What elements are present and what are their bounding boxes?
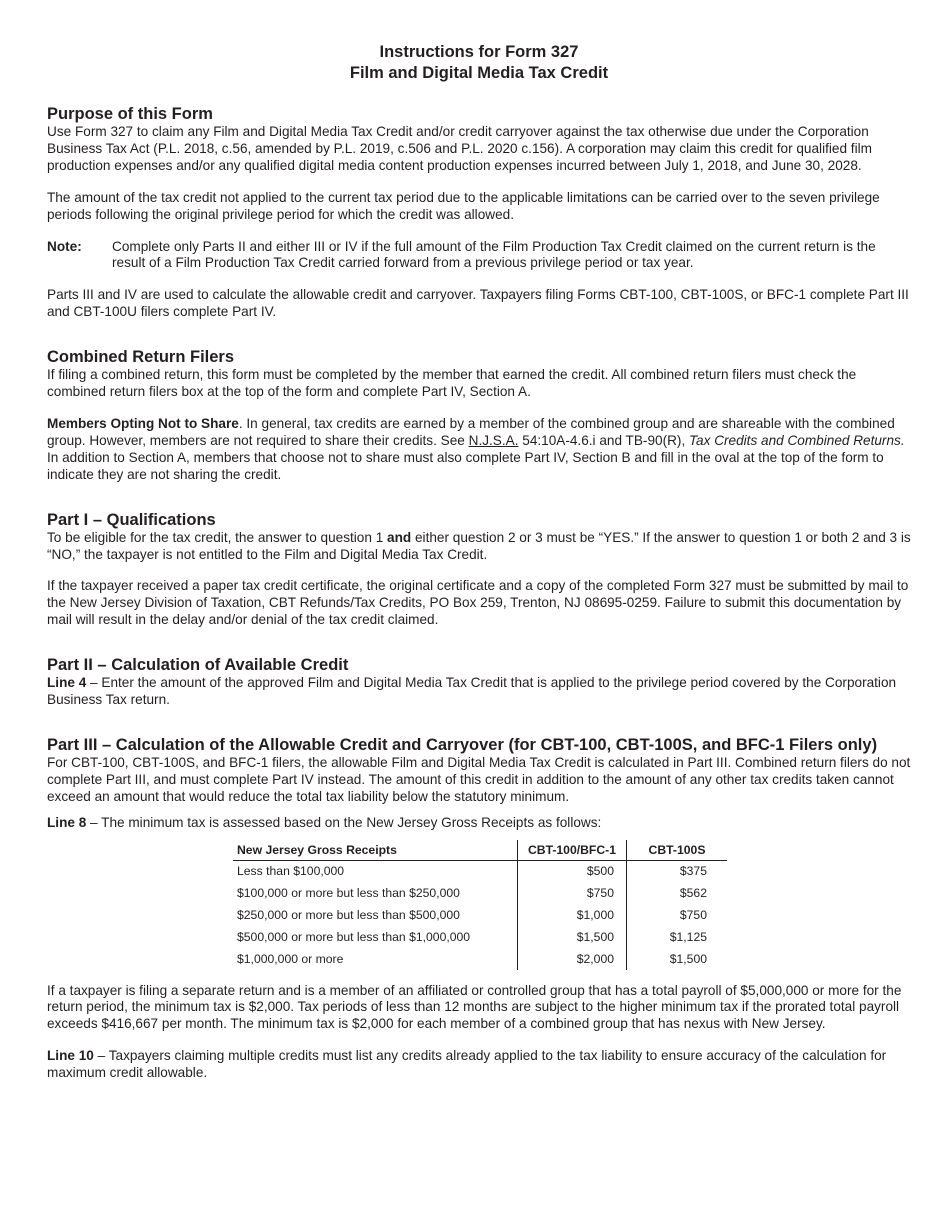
part1-paragraph-1: To be eligible for the tax credit, the answer to question 1 and either question 2 or 3 must be “YES.” If the answer to question 1 or both 2 and 3 is “NO,” the taxpayer is not entitled to the Film and Digital Media Tax Credit. [47,529,911,562]
table-cell: $750 [518,882,627,904]
document-title [47,42,911,84]
column-header-cbt100s: CBT-100S [627,840,728,861]
line8-paragraph: Line 8 – The minimum tax is assessed based on the New Jersey Gross Receipts as follows: [47,814,602,830]
purpose-paragraph-3: Parts III and IV are used to calculate the allowable credit and carryover. Taxpayers filing Forms CBT-100, CBT-100S, or BFC-1 complete Part III and CBT-100U filers complete Part IV. [47,287,909,320]
part3-paragraph-1: For CBT-100, CBT-100S, and BFC-1 filers, the allowable Film and Digital Media Tax Credit is calculated in Part III. Combined return filers do not complete Part III, and must complete Part IV instead. The amount of this credit in addition to the amount of any other tax credits taken cannot exceed an amount that would reduce the total tax liability below the statutory minimum. [47,754,911,804]
table-cell: $1,500 [627,948,728,970]
table-cell: $750 [627,904,728,926]
title-line-2: Film and Digital Media Tax Credit [349,64,609,82]
table-cell: Less than $100,000 [237,864,345,879]
part1-paragraph-2: If the taxpayer received a paper tax credit certificate, the original certificate and a copy of the completed Form 327 must be submitted by mail to the New Jersey Division of Taxation, CBT Refunds/Tax Credits, PO Box 259, Trenton, NJ 08695-0259. Failure to submit this documentation by mail will result in the delay and/or denial of the tax credit claimed. [47,578,909,628]
purpose-paragraph-1: Use Form 327 to claim any Film and Digital Media Tax Credit and/or credit carryover against the tax otherwise due under the Corporation Business Tax Act (P.L. 2018, c.56, amended by P.L. 2019, c.506 and P.L. 2020 c.156). A corporation may claim this credit for qualified film production expenses and/or any qualified digital media content production expenses incurred between July 1, 2018, and June 30, 2028. [47,124,872,173]
members-opting-paragraph: Members Opting Not to Share. In general, tax credits are earned by a member of the combined group and are shareable with the combined group. However, members are not required to share their credits. See N.J.S.A. 54:10A-4.6.i and TB-90(R), Tax Credits and Combined Returns. In addition to Section A, members that choose not to share must also complete Part IV, Section B and fill in the oval at the top of the form to indicate they are not sharing the credit. [47,415,905,482]
title-line-1: Instructions for Form 327 [379,43,579,61]
column-header-gross-receipts: New Jersey Gross Receipts [233,840,518,861]
table-cell: $500,000 or more but less than $1,000,000 [237,929,471,944]
purpose-paragraph-2: The amount of the tax credit not applied to the current tax period due to the applicable limitations can be carried over to the seven privilege periods following the original privilege period for which the credit was allowed. [47,189,880,222]
column-header-cbt100-bfc1: CBT-100/BFC-1 [518,840,627,861]
table-header-row [233,840,727,861]
table-cell: $1,000 [518,904,627,926]
table-cell: $1,125 [627,926,728,948]
combined-paragraph-1: If filing a combined return, this form must be completed by the member that earned the credit. All combined return filers must check the combined return filers box at the top of the form and complete Part IV, Section A. [47,367,857,400]
table-row [233,926,727,948]
line8-label: Line 8 [47,814,87,830]
table-cell: $1,500 [518,926,627,948]
table-cell: $500 [518,860,627,882]
note-text: Complete only Parts II and either III or IV if the full amount of the Film Production Tax Credit claimed on the current return is the result of a Film Production Tax Credit carried forward from a previous privilege period or tax year. [112,238,876,271]
table-row [233,904,727,926]
table-cell: $1,000,000 or more [237,951,344,966]
purpose-heading: Purpose of this Form [47,105,213,123]
part2-heading: Part II – Calculation of Available Credit [47,656,349,675]
part1-heading: Part I – Qualifications [47,510,216,529]
table-row [233,860,727,882]
njsa-reference: N.J.S.A. [468,432,519,448]
line4-label: Line 4 [47,675,87,691]
table-cell: $562 [627,882,728,904]
part3-heading: Part III – Calculation of the Allowable Credit and Carryover (for CBT-100, CBT-100S, and BFC-1 Filers only) [47,735,878,754]
table-cell: $100,000 or more but less than $250,000 [237,886,460,901]
combined-heading: Combined Return Filers [47,348,235,367]
line10-label: Line 10 [47,1048,94,1064]
table-row [233,948,727,970]
note-label: Note: [47,238,82,254]
note-block [47,239,911,273]
table-cell: $375 [627,860,728,882]
minimum-tax-table [233,840,727,970]
instructions-page [47,42,911,1082]
table-cell: $250,000 or more but less than $500,000 [237,908,460,923]
table-row [233,882,727,904]
part3-paragraph-2: If a taxpayer is filing a separate return and is a member of an affiliated or controlled group that has a total payroll of $5,000,000 or more for the return period, the minimum tax is $2,000. Tax periods of less than 12 months are subject to the higher minimum tax if the prorated total payroll exceeds $416,667 per month. The minimum tax is $2,000 for each member of a combined group that has nexus with New Jersey. [47,982,902,1032]
tb-90-title: Tax Credits and Combined Returns. [689,432,905,448]
line4-paragraph: Line 4 – Enter the amount of the approved Film and Digital Media Tax Credit that is applied to the privilege period covered by the Corporation Business Tax return. [47,675,897,708]
members-opting-label: Members Opting Not to Share [47,415,239,431]
line10-paragraph: Line 10 – Taxpayers claiming multiple credits must list any credits already applied to the tax liability to ensure accuracy of the calculation for maximum credit allowable. [47,1048,887,1081]
table-cell: $2,000 [518,948,627,970]
